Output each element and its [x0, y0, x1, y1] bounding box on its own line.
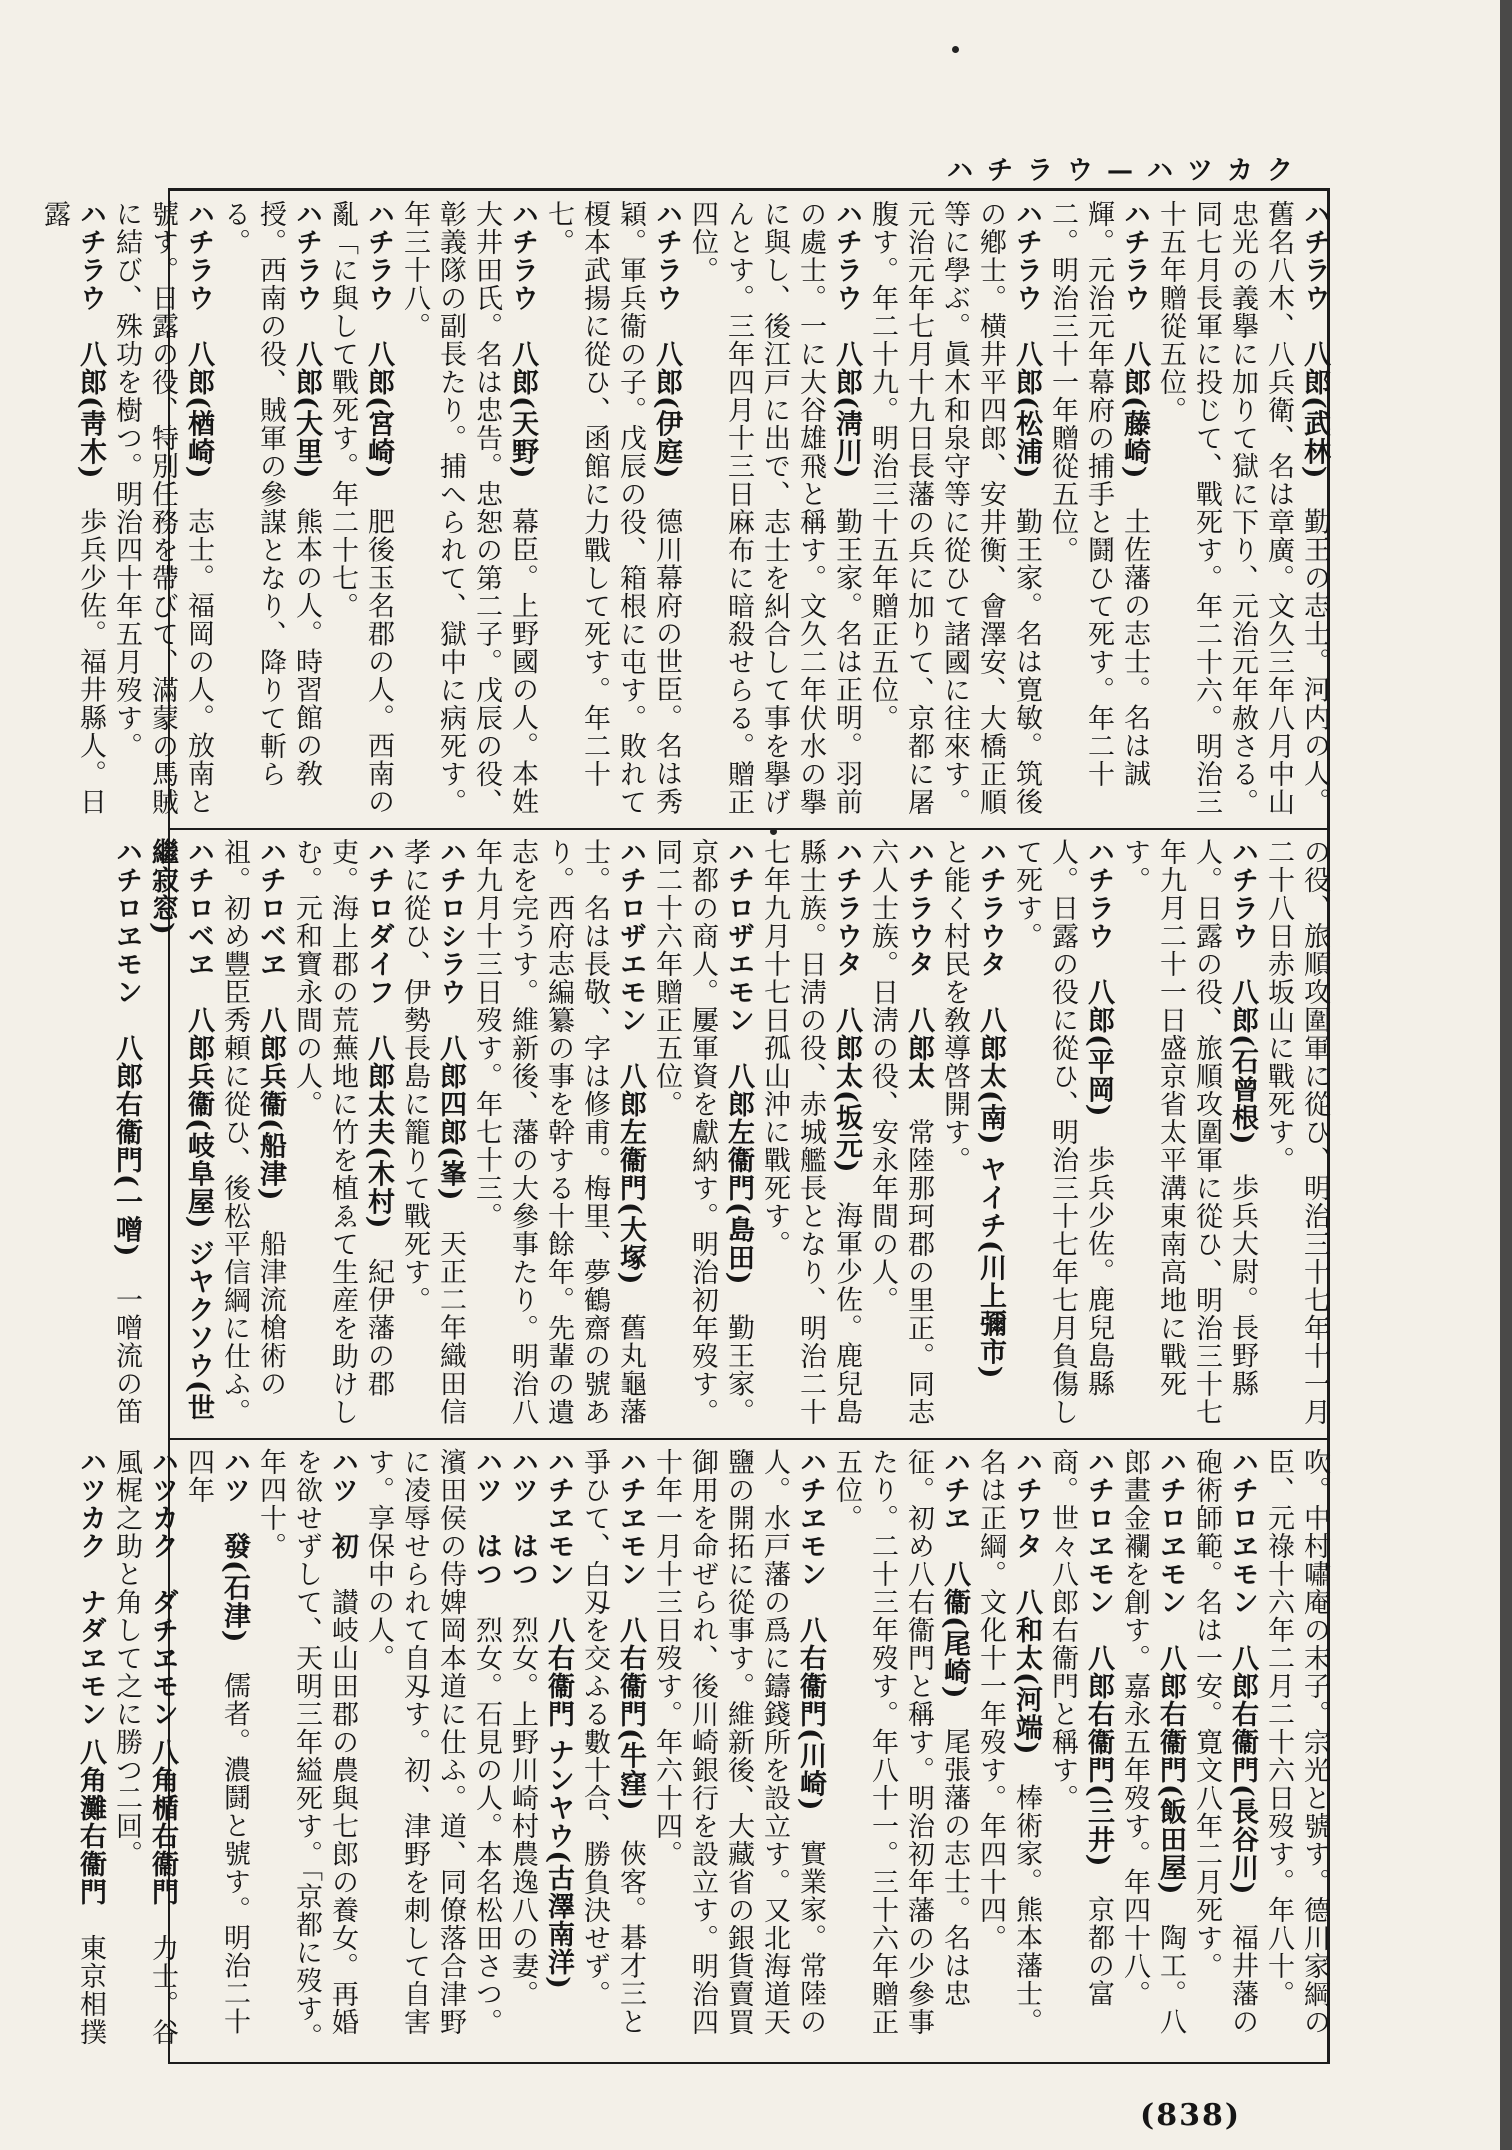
entry-headword-reading: ハチラウ	[651, 200, 682, 312]
entry-name: 八郎左衞門(大塚)	[615, 1062, 646, 1286]
dictionary-entry	[396, 838, 468, 1430]
dictionary-entry	[108, 838, 144, 1430]
ink-dot	[952, 46, 959, 53]
dictionary-entry	[288, 838, 396, 1430]
entry-name: 八右衞門(川崎)	[795, 1616, 826, 1812]
entry-headword-reading: ハチヱモン	[543, 1448, 574, 1588]
entry-headword-reading: ハチロザエモン	[723, 838, 754, 1034]
entry-text: 俠客。碁才三と爭ひて、白刄を交ふる數十合、勝負決せず。	[579, 1448, 646, 2036]
dictionary-entry	[936, 838, 1008, 1430]
dictionary-entry	[36, 200, 108, 820]
entry-name: 八郎(宮崎)	[363, 340, 394, 480]
entry-headword-reading: ハツ	[507, 1448, 538, 1504]
dictionary-entry	[1260, 1448, 1332, 2054]
dictionary-entry	[1116, 838, 1260, 1430]
entry-text: 一噌流の笛	[111, 1285, 142, 1426]
entry-text: 吹。中村嘯庵の末子。宗光と號す。德川家綱の臣、元祿十六年二月二十六日歿す。年八十。	[1263, 1448, 1330, 2036]
entry-headword-reading: ハチヱモン	[795, 1448, 826, 1588]
entry-headword-reading: ハツ	[327, 1448, 358, 1504]
entry-band-bottom	[75, 1448, 1332, 2054]
page-number: (838)	[1140, 2098, 1242, 2133]
dictionary-entry	[1008, 838, 1116, 1430]
entry-name: 八郎右衞門(長谷川)	[1227, 1644, 1258, 1896]
entry-name: ナダヱモン 八角灘右衞門	[75, 1588, 106, 1907]
dictionary-entry	[864, 838, 936, 1430]
entry-headword-reading: ハチロヱモン	[1227, 1448, 1258, 1616]
entry-headword-reading: ハチラウ	[75, 200, 106, 312]
entry-headword-reading: ハチロヱモン	[1155, 1448, 1186, 1616]
entry-name: 八郎(平岡)	[1083, 978, 1114, 1118]
entry-headword-reading: ハチロベヱ	[183, 838, 214, 978]
entry-headword-reading: ハチラウタ	[831, 838, 862, 978]
entry-headword-reading: ハチラウ	[183, 200, 214, 312]
dictionary-entry	[540, 200, 684, 820]
entry-headword-reading: ハチラウ	[831, 200, 862, 312]
entry-headword-reading: ハチラウタ	[975, 838, 1006, 978]
scan-edge-shadow	[1500, 0, 1512, 2150]
entry-text: 志士。福岡の人。放南と號す。日露の役、特別任務を帶びて、滿蒙の馬賊に結び、殊功を樹つ。明治四十年五月歿す。	[111, 200, 214, 816]
bottom-rule	[168, 2062, 1330, 2064]
entry-text: 歩兵少佐。鹿兒島縣人。日露の役に從ひ、明治三十七年七月負傷して死す。	[1011, 838, 1114, 1426]
entry-headword-reading: ハチラウ	[1119, 200, 1150, 312]
entry-headword-reading: ハチラウ	[291, 200, 322, 312]
entry-headword-reading: ハチラウタ	[903, 838, 934, 978]
entry-text: 船津流槍術の祖。初め豐臣秀頼に從ひ、後松平信綱に仕ふ。	[219, 838, 286, 1426]
entry-name: 八郎右衞門(一噌)	[111, 1034, 142, 1258]
running-head: ハチラウ—ハツカク	[946, 156, 1307, 186]
entry-name: 八郎太夫(木村)	[363, 1034, 394, 1230]
dictionary-entry	[864, 200, 1044, 820]
entry-text: 尾張藩の志士。名は忠征。初め八右衞門と稱す。明治初年藩の少參事たり。二十三年歿す。年八十一。三十六年贈正五位。	[831, 1448, 970, 2036]
entry-headword-reading: ハチワタ	[1011, 1448, 1042, 1560]
entry-headword-reading: ハチロダイフ	[363, 838, 394, 1006]
band-divider-1	[168, 828, 1330, 830]
entry-name: 八郎左衞門(島田)	[723, 1062, 754, 1286]
entry-text: 讃岐山田郡の農與七郎の養女。再婚を欲せずして、天明三年縊死す。「京都に歿す。年四十。	[255, 1448, 358, 2051]
top-rule	[168, 188, 1330, 191]
entry-headword-reading: ハチロザエモン	[615, 838, 646, 1034]
entry-band-top	[39, 200, 1332, 820]
dictionary-entry	[324, 200, 396, 820]
dictionary-entry	[180, 1448, 252, 2054]
entry-name: 八衞(尾崎)	[939, 1560, 970, 1700]
entry-text: 勤王家。名は正明。羽前の處士。一に大谷雄飛と稱す。文久二年伏水の擧に與し、後江戸に出で、志士を糾合して事を擧げんとす。三年四月十三日麻布に暗殺せらる。贈正四位。	[687, 200, 862, 816]
entry-name: 八郎(靑木)	[75, 340, 106, 480]
entry-name: 八郎右衞門(三井)	[1083, 1644, 1114, 1868]
entry-name: 八右衞門 ナンヤウ(古澤南洋)	[543, 1616, 574, 1990]
dictionary-entry	[576, 1448, 648, 2054]
dictionary-entry	[648, 838, 756, 1430]
dictionary-entry	[144, 838, 216, 1430]
entry-name: ダチヱモン 八角楯右衞門	[147, 1588, 178, 1907]
entry-text: 陶工。八郎畫金襴を創す。嘉永五年歿す。年四十八。	[1119, 1448, 1186, 2036]
entry-name: 初	[327, 1532, 358, 1560]
entry-headword-reading: ハチヱ	[939, 1448, 970, 1532]
entry-text: 勤王家。名は寛敏。筑後の鄕士。横井平四郎、安井衡、會澤安、大橋正順等に學ぶ。眞木和泉守等に從ひて諸國に往來す。元治元年七月十九日長藩の兵に加りて、京都に屠腹す。年二十九。明治三十五年贈正五位。	[867, 200, 1042, 816]
entry-text: 勤王の志士。河内の人。舊名八木、八兵衛、名は章廣。文久三年八月中山忠光の義擧に加りて獄に下り、元治元年赦さる。同七月長軍に投じて、戰死す。年二十六。明治三十五年贈從五位。	[1155, 200, 1330, 816]
entry-band-middle	[111, 838, 1332, 1430]
entry-headword-reading: ハツカク	[75, 1448, 106, 1560]
dictionary-entry	[468, 838, 648, 1430]
entry-text: 紀伊藩の郡吏。海上郡の荒蕪地に竹を植ゑて生産を助けしむ。元和寶永間の人。	[291, 838, 394, 1426]
entry-headword-reading: ハチヱモン	[615, 1448, 646, 1588]
entry-name: 八郎(松浦)	[1011, 340, 1042, 480]
dictionary-entry	[1044, 1448, 1116, 2054]
entry-name: 八郎(武林)	[1299, 340, 1330, 480]
entry-text: の役、旅順攻圍軍に從ひ、明治三十七年十一月二十八日赤坂山に戰死す。	[1263, 838, 1330, 1426]
entry-text: 力士。谷風梶之助と角して之に勝つ二回。	[111, 1448, 178, 2047]
entry-text: 京都の富商。世々八郎右衞門と稱す。	[1047, 1448, 1114, 2008]
entry-name: 八郎(伊庭)	[651, 340, 682, 480]
entry-name: 八右衞門(牛窪)	[615, 1616, 646, 1812]
entry-headword-reading: ハツ	[471, 1448, 502, 1504]
dictionary-entry	[540, 1448, 576, 2054]
entry-text: 肥後玉名郡の人。西南の亂「に與して戰死す。年二十七。	[327, 200, 394, 816]
entry-name: 八郎(天野)	[507, 340, 538, 480]
entry-headword-reading: ハチラウ	[1083, 838, 1114, 950]
entry-text: 舊丸龜藩士。名は長敬、字は修甫。梅里、夢鶴齋の號あり。西府志編纂の事を幹する十餘年。先輩の遺志を完うす。維新後、藩の大參事たり。明治八年九月十三日歿す。年七十三。	[471, 838, 646, 1426]
dictionary-entry	[72, 1448, 108, 2054]
entry-name: 八郎(大里)	[291, 340, 322, 480]
dictionary-entry	[360, 1448, 504, 2054]
entry-headword-reading: ハチラウ	[507, 200, 538, 312]
dictionary-entry	[396, 200, 540, 820]
entry-name: 八郎(淸川)	[831, 340, 862, 480]
entry-text: 福井藩の砲術師範。名は一安。寛文八年二月死す。	[1191, 1448, 1258, 2036]
entry-name: 八郎太	[903, 1006, 934, 1090]
dictionary-entry	[216, 838, 288, 1430]
entry-headword-reading: ハチラウ	[1227, 838, 1258, 950]
entry-text: 土佐藩の志士。名は誠輝。元治元年幕府の捕手と鬪ひて死す。年二十二。明治三十一年贈從五位。	[1047, 200, 1150, 788]
entry-name: 八郎兵衞(岐阜屋) ジヤクソウ(世繼寂窓)	[147, 838, 214, 1422]
entry-name: 八郎四郎(峯)	[435, 1034, 466, 1202]
entry-name: はつ	[507, 1532, 538, 1588]
dictionary-entry	[648, 1448, 828, 2054]
entry-headword-reading: ハチラウ	[363, 200, 394, 312]
entry-text: 實業家。常陸の人。水戸藩の爲に鑄錢所を設立す。又北海道天鹽の開拓に從事す。維新後、大藏省の銀貨賣買御用を命ぜられ、後川崎銀行を設立す。明治四十年一月十三日歿す。年六十四。	[651, 1448, 826, 2036]
dictionary-entry	[1116, 1448, 1188, 2054]
dictionary-entry	[108, 1448, 180, 2054]
dictionary-entry	[504, 1448, 540, 2054]
band-divider-2	[168, 1438, 1330, 1440]
dictionary-entry	[1044, 200, 1152, 820]
dictionary-entry	[1188, 1448, 1260, 2054]
entry-text: 烈女。上野川崎村農逸八の妻。	[507, 1616, 538, 2008]
entry-name: 八郎右衞門(飯田屋)	[1155, 1644, 1186, 1896]
entry-text: と能く村民を敎導啓開す。	[939, 838, 970, 1174]
entry-headword-reading: ハツ	[219, 1448, 250, 1504]
dictionary-entry	[972, 1448, 1044, 2054]
entry-text: 東京相撲	[75, 1934, 106, 2047]
entry-headword-reading: ハチロヱモン	[111, 838, 142, 1006]
dictionary-entry	[1260, 838, 1332, 1430]
dictionary-entry	[252, 1448, 360, 2054]
entry-text: 棒術家。熊本藩士。名は正綱。文化十一年歿す。年四十四。	[975, 1448, 1042, 2036]
entry-text: 勤王家。京都の商人。屢軍資を獻納す。明治初年歿す。同二十六年贈正五位。	[651, 838, 754, 1426]
entry-name: 八郎(藤崎)	[1119, 340, 1150, 480]
entry-headword-reading: ハチロベヱ	[255, 838, 286, 978]
dictionary-entry	[216, 200, 324, 820]
entry-name: 發(石津)	[219, 1532, 250, 1644]
dictionary-entry	[828, 1448, 972, 2054]
entry-text: 德川幕府の世臣。名は秀穎。軍兵衞の子。戊辰の役、箱根に屯す。敗れて榎本武揚に從ひ、函館に力戰して死す。年二十七。	[543, 200, 682, 816]
dictionary-entry	[108, 200, 216, 820]
entry-text: 幕臣。上野國の人。本姓大井田氏。名は忠告。忠恕の第二子。戊辰の役、彰義隊の副長たり。捕へられて、獄中に病死す。年三十八。	[399, 200, 538, 816]
entry-text: 烈女。石見の人。本名松田さつ。濱田侯の侍婢岡本道に仕ふ。道、同僚落合津野に凌辱せられて自刄す。初、津野を刺して自害す。享保中の人。	[363, 1448, 502, 2036]
entry-name: 八和太(河端)	[1011, 1588, 1042, 1756]
dictionary-entry	[756, 838, 864, 1430]
entry-text: 常陸那珂郡の里正。同志六人士族。日淸の役、安永年間の人。	[867, 838, 934, 1426]
entry-headword-reading: ハチロシラウ	[435, 838, 466, 1006]
entry-text: 熊本の人。時習館の敎授。西南の役、賊軍の參謀となり、降りて斬らる。	[219, 200, 322, 788]
dictionary-entry	[684, 200, 864, 820]
entry-name: 八郎太(南) ヤイチ(川上彌市)	[975, 1006, 1006, 1380]
entry-text: 歩兵大尉。長野縣人。日露の役、旅順攻圍軍に從ひ、明治三十七年九月二十一日盛京省太平溝東南高地に戰死す。	[1119, 838, 1258, 1426]
entry-text: 歩兵少佐。福井縣人。日露	[39, 200, 106, 816]
entry-headword-reading: ハツカク	[147, 1448, 178, 1560]
entry-text: 天正二年織田信孝に從ひ、伊勢長島に籠りて戰死す。	[399, 838, 466, 1426]
entry-headword-reading: ハチラウ	[1011, 200, 1042, 312]
dictionary-entry	[1152, 200, 1332, 820]
entry-text: 海軍少佐。鹿兒島縣士族。日淸の役、赤城艦長となり、明治二十七年九月十七日孤山沖に戰死す。	[759, 838, 862, 1426]
entry-name: 八郎太(坂元)	[831, 1006, 862, 1174]
entry-name: 八郎(楢崎)	[183, 340, 214, 480]
entry-name: 八郎(石曾根)	[1227, 978, 1258, 1146]
entry-text: 儒者。濃鬪と號す。明治二十四年	[183, 1448, 250, 2036]
entry-name: 八郎兵衞(船津)	[255, 1006, 286, 1202]
entry-headword-reading: ハチラウ	[1299, 200, 1330, 312]
entry-name: はつ	[471, 1532, 502, 1588]
entry-headword-reading: ハチロヱモン	[1083, 1448, 1114, 1616]
